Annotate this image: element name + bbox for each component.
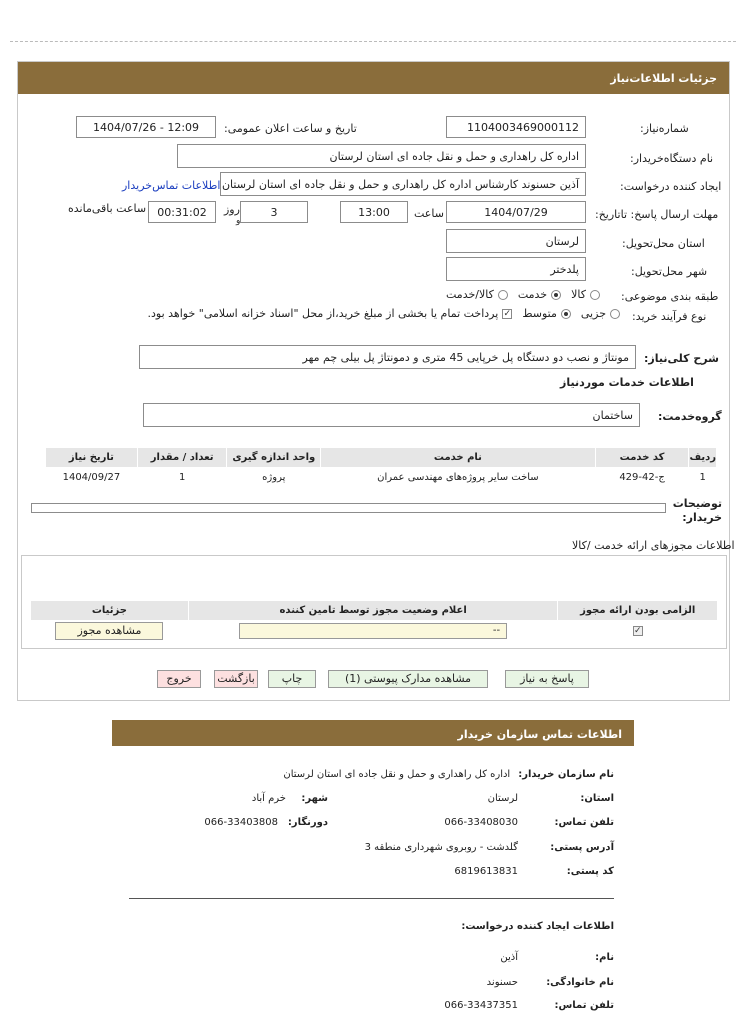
services-section-title: اطلاعات خدمات موردنیاز xyxy=(560,376,694,389)
delivery-city-value: پلدختر xyxy=(550,262,579,276)
keywords-field xyxy=(139,345,636,369)
cell-need-date: 1404/09/27 xyxy=(62,472,121,484)
permits-table-header xyxy=(31,601,718,621)
view-attachments-button[interactable]: مشاهده مدارک پیوستی (1) xyxy=(328,670,488,688)
delivery-province-label: استان محل‌تحویل: xyxy=(622,237,705,250)
deadline-time-label: ساعت xyxy=(414,207,444,220)
contact-city-value: خرم آباد xyxy=(251,793,286,804)
service-group-value: ساختمان xyxy=(592,408,633,422)
contact-fax-value: 066-33403808 xyxy=(204,817,278,828)
creator-phone-value: 066-33437351 xyxy=(444,1000,518,1011)
contact-phone-label: تلفن تماس: xyxy=(554,817,614,828)
panel-title: جزئیات اطلاعات‌نیاز xyxy=(610,72,717,85)
permit-status-box: -- xyxy=(239,623,507,639)
cell-permit-required xyxy=(558,621,718,641)
process-minor-label: جزیی xyxy=(580,307,606,320)
permits-section-title: اطلاعات مجوزهای ارائه خدمت /کالا xyxy=(572,539,735,552)
category-radio-group xyxy=(420,288,600,301)
creator-family-label: نام خانوادگی: xyxy=(546,977,614,988)
services-table xyxy=(45,447,717,488)
creator-info-title: اطلاعات ایجاد کننده درخواست: xyxy=(461,921,614,932)
delivery-province-value: لرستان xyxy=(545,234,579,248)
category-option-goods-service[interactable] xyxy=(446,288,508,301)
deadline-time-value: 13:00 xyxy=(358,205,390,219)
contact-org-label: نام سازمان خریدار: xyxy=(518,769,614,780)
deadline-time-field xyxy=(340,201,408,223)
buyer-org-field xyxy=(177,144,586,168)
table-row xyxy=(46,468,717,488)
deadline-label: مهلت ارسال پاسخ: تاتاریخ: xyxy=(595,208,719,221)
service-group-field xyxy=(143,403,640,427)
deadline-days-value: 3 xyxy=(270,205,278,219)
cell-row: 1 xyxy=(699,472,706,484)
col-row: ردیف xyxy=(689,448,717,468)
col-permit-status: اعلام وضعیت مجوز توسط تامین کننده xyxy=(188,601,558,621)
announce-datetime-field xyxy=(76,116,216,138)
process-type-label: نوع فرآیند خرید: xyxy=(632,310,707,323)
delivery-province-field xyxy=(446,229,586,253)
reply-button[interactable]: پاسخ به نیاز xyxy=(505,670,589,688)
radio-goods-icon[interactable] xyxy=(590,290,600,300)
contact-title: اطلاعات تماس سازمان خریدار xyxy=(457,728,622,741)
contact-province-label: استان: xyxy=(580,793,614,804)
announce-datetime-label: تاریخ و ساعت اعلان عمومی: xyxy=(224,122,357,135)
col-permit-details: جزئیات xyxy=(31,601,189,621)
creator-field xyxy=(220,172,586,196)
process-option-medium[interactable] xyxy=(522,307,571,320)
cell-quantity: 1 xyxy=(178,472,186,484)
need-number-field xyxy=(446,116,586,138)
creator-label: ایجاد کننده درخواست: xyxy=(620,180,722,193)
permits-table xyxy=(30,600,718,641)
category-option-goods[interactable] xyxy=(571,288,600,301)
view-permit-button[interactable]: مشاهده مجوز xyxy=(55,622,163,640)
contact-org-row xyxy=(283,769,614,780)
treasury-payment-note: پرداخت تمام یا بخشی از مبلغ خرید،از محل "اسناد خزانه اسلامی" خواهد بود. xyxy=(147,307,499,320)
contact-postal-value: 6819613831 xyxy=(454,866,518,877)
creator-phone-label: تلفن تماس: xyxy=(554,1000,614,1011)
category-label: طبقه بندی موضوعی: xyxy=(621,290,719,303)
col-service-name: نام خدمت xyxy=(321,448,596,468)
delivery-city-label: شهر محل‌تحویل: xyxy=(631,265,708,278)
cell-service-name: ساخت سایر پروژه‌های مهندسی عمران xyxy=(377,472,539,484)
remaining-time-value: 00:31:02 xyxy=(157,205,207,219)
top-divider xyxy=(10,41,736,42)
col-need-date: تاریخ نیاز xyxy=(46,448,138,468)
contact-phone-value: 066-33408030 xyxy=(444,817,518,828)
service-group-label: گروه‌خدمت: xyxy=(658,410,722,423)
contact-province-value: لرستان xyxy=(487,793,518,804)
col-quantity: تعداد / مقدار xyxy=(137,448,227,468)
cell-service-code: ج-42-429 xyxy=(619,472,665,484)
contact-info xyxy=(120,760,614,1020)
cell-permit-details xyxy=(31,621,189,641)
radio-goods-service-icon[interactable] xyxy=(498,290,508,300)
contact-org-value: اداره کل راهداری و حمل و نقل جاده ای استان لرستان xyxy=(283,769,511,780)
buyer-notes-label: توضیحات خریدار: xyxy=(672,497,722,524)
radio-medium-icon[interactable] xyxy=(561,309,571,319)
back-button[interactable]: بازگشت xyxy=(214,670,258,688)
contact-city-label: شهر: xyxy=(301,793,328,804)
deadline-and-label: و xyxy=(236,216,241,226)
cell-permit-status xyxy=(188,621,558,641)
deadline-days-field xyxy=(240,201,308,223)
category-goods-service-label: کالا/خدمت xyxy=(446,288,494,301)
treasury-payment-option[interactable] xyxy=(148,307,513,320)
contact-postal-label: کد پستی: xyxy=(566,866,614,877)
deadline-days-label: روز xyxy=(224,203,240,216)
need-number-value: 1104003469000112 xyxy=(467,120,579,134)
col-permit-required: الزامی بودن ارائه مجوز xyxy=(558,601,718,621)
table-row xyxy=(31,621,718,641)
creator-family-value: حسنوند xyxy=(486,977,518,988)
col-service-code: کد خدمت xyxy=(595,448,689,468)
contact-divider xyxy=(129,898,614,899)
process-type-radio-group xyxy=(108,307,620,320)
category-option-service[interactable] xyxy=(518,288,561,301)
buyer-notes-field xyxy=(31,503,666,513)
radio-service-icon[interactable] xyxy=(551,290,561,300)
category-goods-label: کالا xyxy=(571,288,586,301)
radio-minor-icon[interactable] xyxy=(610,309,620,319)
announce-datetime-value: 1404/07/26 - 12:09 xyxy=(92,120,200,134)
remaining-time-field xyxy=(148,201,216,223)
buyer-contact-link[interactable]: اطلاعات تماس‌خریدار xyxy=(122,179,221,192)
print-button[interactable]: چاپ xyxy=(268,670,316,688)
exit-button[interactable]: خروج xyxy=(157,670,201,688)
checkbox-checked-icon[interactable]: ✓ xyxy=(503,308,512,319)
contact-address-label: آدرس پستی: xyxy=(550,842,614,853)
checkbox-checked-icon: ✓ xyxy=(633,626,642,637)
deadline-date-field xyxy=(446,201,586,223)
process-option-minor[interactable] xyxy=(581,307,620,320)
buyer-org-value: اداره کل راهداری و حمل و نقل جاده ای استان لرستان xyxy=(329,149,579,163)
category-service-label: خدمت xyxy=(517,288,548,301)
process-medium-label: متوسط xyxy=(522,307,557,320)
col-unit: واحد اندازه گیری xyxy=(227,448,321,468)
keywords-label: شرح کلی‌نیاز: xyxy=(644,352,719,365)
contact-fax-label: دورنگار: xyxy=(287,817,328,828)
creator-value: آذین حسنوند کارشناس اداره کل راهداری و حمل و نقل جاده ای استان لرستان xyxy=(221,177,579,191)
contact-address-value: گلدشت - روبروی شهرداری منطقه 3 xyxy=(364,842,518,853)
creator-name-label: نام: xyxy=(595,952,614,963)
delivery-city-field xyxy=(446,257,586,281)
need-number-label: شماره‌نیاز: xyxy=(640,122,689,135)
buyer-org-label: نام دستگاه‌خریدار: xyxy=(630,152,714,165)
remaining-time-label: ساعت باقی‌مانده xyxy=(68,202,147,215)
creator-name-value: آذین xyxy=(500,952,518,963)
services-table-header xyxy=(46,448,717,468)
cell-unit: پروژه xyxy=(262,472,286,484)
contact-header xyxy=(112,720,634,746)
panel-header xyxy=(18,62,729,94)
keywords-value: مونتاژ و نصب دو دستگاه پل خرپایی 45 متری و دمونتاژ پل بیلی چم مهر xyxy=(302,350,629,364)
deadline-date-value: 1404/07/29 xyxy=(484,205,548,219)
